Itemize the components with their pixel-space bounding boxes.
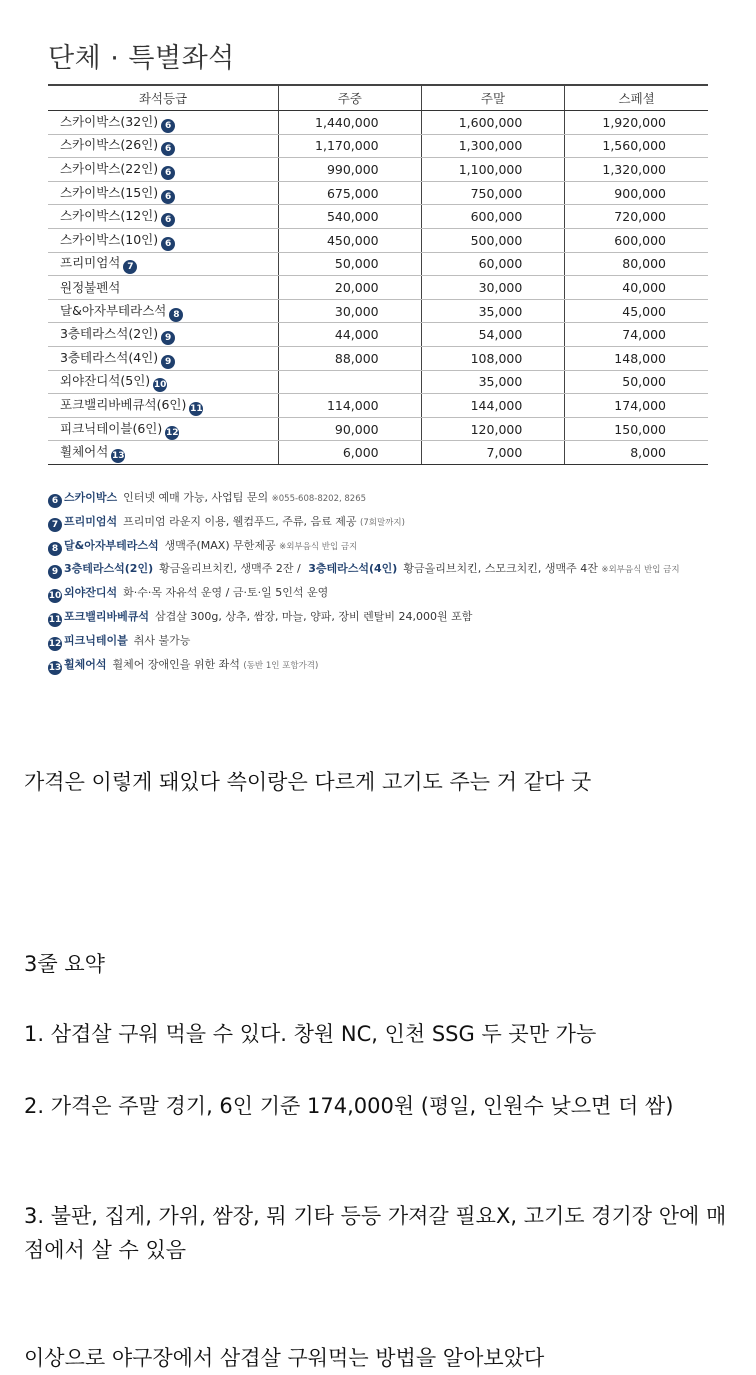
seat-badge: 9 <box>161 331 175 345</box>
note-name: 스카이박스 <box>64 491 118 504</box>
weekend-price: 1,300,000 <box>421 134 565 158</box>
note-item <box>48 631 728 655</box>
seat-name-cell <box>48 299 278 323</box>
table-row <box>48 205 708 229</box>
seat-badge: 9 <box>161 355 175 369</box>
seat-badge: 13 <box>112 451 125 462</box>
seat-badge: 6 <box>161 237 175 251</box>
weekend-price: 108,000 <box>421 346 565 370</box>
note-desc: 프리미엄 라운지 이용, 웰컴푸드, 주류, 음료 제공 <box>123 514 357 528</box>
note-name-2: 3층테라스석(4인) <box>308 562 398 576</box>
weekday-price: 990,000 <box>278 158 421 182</box>
special-price: 900,000 <box>565 181 708 205</box>
special-price: 148,000 <box>565 346 708 370</box>
weekday-price: 450,000 <box>278 228 421 252</box>
table-row <box>48 441 708 465</box>
note-desc-2: 황금올리브치킨, 스모크치킨, 생맥주 4잔 <box>403 562 598 576</box>
weekend-price: 35,000 <box>421 370 565 394</box>
seat-badge: 7 <box>123 260 137 274</box>
note-item <box>48 488 728 512</box>
note-desc: 휠체어 장애인을 위한 좌석 <box>112 657 240 671</box>
note-small: (동반 1인 포함가격) <box>243 660 319 671</box>
weekend-price: 7,000 <box>421 441 565 465</box>
weekend-price: 1,600,000 <box>421 111 565 135</box>
weekday-price: 90,000 <box>278 417 421 441</box>
seat-name-cell <box>48 417 278 441</box>
special-price: 45,000 <box>565 299 708 323</box>
special-price: 720,000 <box>565 205 708 229</box>
table-row <box>48 323 708 347</box>
special-price: 80,000 <box>565 252 708 276</box>
weekday-price <box>278 370 421 394</box>
note-item <box>48 512 728 536</box>
weekday-price: 88,000 <box>278 346 421 370</box>
weekday-price: 1,170,000 <box>278 134 421 158</box>
seat-name: 3층테라스석(2인) <box>60 326 159 342</box>
note-badge: 8 <box>48 542 62 556</box>
table-row <box>48 394 708 418</box>
paragraph-price-comment: 가격은 이렇게 돼있다 쓱이랑은 다르게 고기도 주는 거 같다 굿 <box>24 770 592 794</box>
seat-badge: 8 <box>169 308 183 322</box>
note-badge: 7 <box>48 518 62 532</box>
seat-name-cell <box>48 276 278 300</box>
header-seat-grade: 좌석등급 <box>48 85 278 111</box>
seat-name: 외야잔디석(5인) <box>60 373 151 389</box>
special-price: 600,000 <box>565 228 708 252</box>
weekend-price: 500,000 <box>421 228 565 252</box>
seat-name-cell <box>48 252 278 276</box>
note-badge: 10 <box>48 591 62 602</box>
special-price: 40,000 <box>565 276 708 300</box>
table-row <box>48 252 708 276</box>
note-name: 휠체어석 <box>64 657 107 671</box>
seat-name: 원정불펜석 <box>60 280 121 296</box>
seat-name: 스카이박스(12인) <box>60 208 159 224</box>
seat-badge: 6 <box>161 166 175 180</box>
seat-name: 스카이박스(22인) <box>60 160 159 176</box>
table-row <box>48 417 708 441</box>
seat-name-cell <box>48 158 278 182</box>
seat-badge: 6 <box>161 213 175 227</box>
weekend-price: 1,100,000 <box>421 158 565 182</box>
weekend-price: 120,000 <box>421 417 565 441</box>
special-price: 1,320,000 <box>565 158 708 182</box>
table-row <box>48 276 708 300</box>
note-desc: 삼겹살 300g, 상추, 쌈장, 마늘, 양파, 장비 렌탈비 24,000원 포함 <box>155 609 473 623</box>
seat-name: 달&아자부테라스석 <box>60 302 167 318</box>
seat-name: 스카이박스(15인) <box>60 184 159 200</box>
table-row <box>48 370 708 394</box>
special-price: 74,000 <box>565 323 708 347</box>
seat-name-cell <box>48 441 278 465</box>
weekend-price: 750,000 <box>421 181 565 205</box>
seat-badge: 12 <box>165 427 179 438</box>
price-table <box>48 84 708 465</box>
seat-name-cell <box>48 205 278 229</box>
seat-name-cell <box>48 370 278 394</box>
notes-list <box>48 488 728 678</box>
section-title: 단체 · 특별좌석 <box>48 43 235 74</box>
paragraph-summary-heading: 3줄 요약 <box>24 952 105 976</box>
table-row <box>48 228 708 252</box>
note-small: ※외부음식 반입 금지 <box>601 565 680 576</box>
note-small: ※055-608-8202, 8265 <box>271 494 367 504</box>
seat-name: 피크닉테이블(6인) <box>60 420 163 436</box>
seat-badge: 10 <box>153 380 167 391</box>
paragraph-summary-2: 2. 가격은 주말 경기, 6인 기준 174,000원 (평일, 인원수 낮으면 더 쌈) <box>24 1094 674 1118</box>
special-price: 1,560,000 <box>565 134 708 158</box>
note-desc: 화·수·목 자유석 운영 / 금·토·일 5인석 운영 <box>123 586 329 600</box>
note-name: 포크밸리바베큐석 <box>64 609 150 623</box>
weekend-price: 54,000 <box>421 323 565 347</box>
weekday-price: 1,440,000 <box>278 111 421 135</box>
special-price: 50,000 <box>565 370 708 394</box>
note-desc: 황금올리브치킨, 생맥주 2잔 / <box>159 562 301 576</box>
note-badge: 13 <box>48 662 62 673</box>
note-desc: 인터넷 예매 가능, 사업팀 문의 <box>123 491 269 504</box>
note-small: ※외부음식 반입 금지 <box>279 541 358 552</box>
table-body <box>48 111 708 465</box>
table-row <box>48 346 708 370</box>
seat-badge: 6 <box>161 119 175 133</box>
weekend-price: 35,000 <box>421 299 565 323</box>
weekend-price: 144,000 <box>421 394 565 418</box>
seat-name-cell <box>48 134 278 158</box>
seat-name-cell <box>48 228 278 252</box>
note-name: 3층테라스석(2인) <box>64 562 154 576</box>
table-row <box>48 134 708 158</box>
note-badge: 11 <box>48 614 62 625</box>
weekend-price: 60,000 <box>421 252 565 276</box>
seat-badge: 6 <box>161 142 175 156</box>
note-item <box>48 655 728 679</box>
seat-name-cell <box>48 346 278 370</box>
seat-name: 3층테라스석(4인) <box>60 349 159 365</box>
table-row <box>48 181 708 205</box>
seat-badge: 11 <box>190 403 203 414</box>
note-desc: 생맥주(MAX) 무한제공 <box>164 538 276 552</box>
table-row <box>48 299 708 323</box>
paragraph-closing: 이상으로 야구장에서 삼겹살 구워먹는 방법을 알아보았다 <box>24 1346 545 1370</box>
table-header-row <box>48 85 708 111</box>
note-item <box>48 536 728 560</box>
weekday-price: 30,000 <box>278 299 421 323</box>
note-name: 프리미엄석 <box>64 514 118 528</box>
special-price: 174,000 <box>565 394 708 418</box>
special-price: 8,000 <box>565 441 708 465</box>
seat-name-cell <box>48 323 278 347</box>
note-name: 달&아자부테라스석 <box>64 538 159 552</box>
note-item <box>48 559 728 583</box>
weekend-price: 30,000 <box>421 276 565 300</box>
header-weekend: 주말 <box>421 85 565 111</box>
seat-name-cell <box>48 111 278 135</box>
note-desc: 취사 불가능 <box>133 633 191 647</box>
special-price: 150,000 <box>565 417 708 441</box>
seat-name: 휠체어석 <box>60 444 109 460</box>
header-special: 스페셜 <box>565 85 708 111</box>
weekday-price: 20,000 <box>278 276 421 300</box>
weekday-price: 540,000 <box>278 205 421 229</box>
note-badge: 9 <box>48 565 62 579</box>
note-small: (7회말까지) <box>360 517 405 528</box>
seat-name: 스카이박스(10인) <box>60 231 159 247</box>
weekday-price: 44,000 <box>278 323 421 347</box>
header-weekday: 주중 <box>278 85 421 111</box>
weekday-price: 50,000 <box>278 252 421 276</box>
table-row <box>48 158 708 182</box>
seat-name-cell <box>48 181 278 205</box>
seat-name: 스카이박스(26인) <box>60 137 159 153</box>
seat-name: 프리미엄석 <box>60 255 121 271</box>
weekday-price: 675,000 <box>278 181 421 205</box>
note-badge: 12 <box>48 638 62 649</box>
note-name: 피크닉테이블 <box>64 633 128 647</box>
paragraph-summary-1: 1. 삼겹살 구워 먹을 수 있다. 창원 NC, 인천 SSG 두 곳만 가능 <box>24 1022 597 1046</box>
weekday-price: 114,000 <box>278 394 421 418</box>
note-name: 외야잔디석 <box>64 586 118 600</box>
seat-name: 포크밸리바베큐석(6인) <box>60 396 187 412</box>
weekend-price: 600,000 <box>421 205 565 229</box>
paragraph-summary-3: 3. 불판, 집게, 가위, 쌈장, 뭐 기타 등등 가져갈 필요X, 고기도 경기장 안에 매점에서 살 수 있음 <box>24 1204 727 1262</box>
special-price: 1,920,000 <box>565 111 708 135</box>
seat-badge: 6 <box>161 190 175 204</box>
note-item <box>48 607 728 631</box>
seat-name: 스카이박스(32인) <box>60 113 159 129</box>
table-row <box>48 111 708 135</box>
seat-name-cell <box>48 394 278 418</box>
weekday-price: 6,000 <box>278 441 421 465</box>
note-item <box>48 583 728 607</box>
note-badge: 6 <box>48 494 62 508</box>
